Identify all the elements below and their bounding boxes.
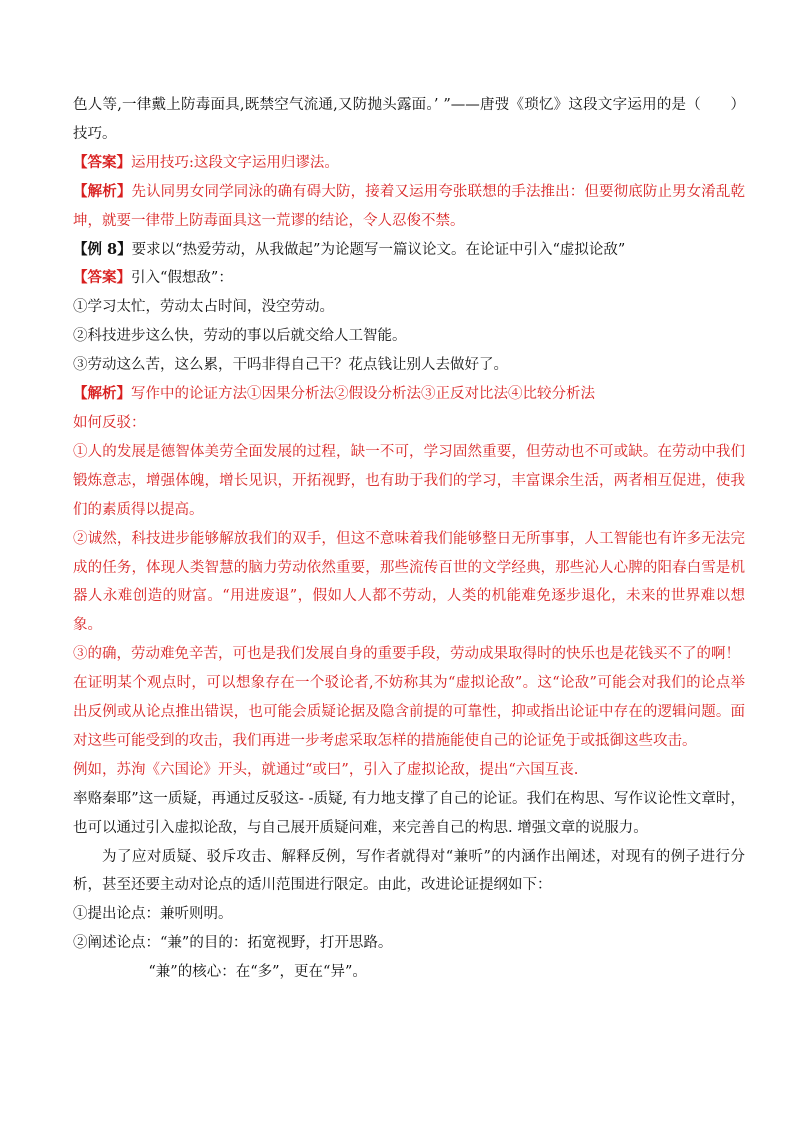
example-tag: 【例 8】 <box>73 240 132 258</box>
example-8 <box>73 236 745 265</box>
outline-item-2: ②阐述论点：“兼”的目的：拓宽视野，打开思路。 <box>73 935 393 952</box>
answer-text: 引入“假想敌”： <box>131 270 233 287</box>
answer-tag: 【答案】 <box>73 153 131 171</box>
refute-title: 如何反驳： <box>73 414 146 431</box>
analysis-tag: 【解析】 <box>73 385 131 403</box>
analysis-tag: 【解析】 <box>73 182 132 200</box>
point-2: ②科技进步这么快，劳动的事以后就交给人工智能。 <box>73 328 407 345</box>
document-body <box>73 91 745 987</box>
example-text: 要求以“热爱劳动，从我做起”为论题写一篇议论文。在论证中引入“虚拟论敌” <box>131 241 626 258</box>
answer-7 <box>73 149 745 178</box>
refute-2: ②诚然，科技进步能够解放我们的双手，但这不意味着我们能够整日无所事事，人工智能也有许多无法完成的任务，体现人类智慧的脑力劳动依然重要，那些流传百世的文学经典，那些沁人心脾的阳春白雪是机器人永难创造的财富。“用进废退”，假如人人都不劳动，人类的机能难免逐步退化，未来的世界难以想象。 <box>73 530 745 634</box>
answer-tag: 【答案】 <box>73 269 131 287</box>
improvement-paragraph: 为了应对质疑、驳斥攻击、解释反例，写作者就得对“兼听”的内涵作出阐述，对现有的例子进行分析，甚至还要主动对论点的适川范围进行限定。由此，改进论证提纲如下： <box>73 848 745 894</box>
answer-text: 运用技巧:这段文字运用归谬法。 <box>131 154 339 171</box>
analysis-8 <box>73 380 745 409</box>
analysis-text: 写作中的论证方法①因果分析法②假设分析法③正反对比法④比较分析法 <box>131 386 595 403</box>
quote-text: 色人等,一律戴上防毒面具,既禁空气流通,又防抛头露面。’ ”——唐弢《琐忆》这段文字运用的是（ ）技巧。 <box>73 97 745 142</box>
analysis-7 <box>73 178 745 236</box>
answer-8 <box>73 264 745 293</box>
outline-item-1: ①提出论点：兼听则明。 <box>73 906 233 923</box>
point-3: ③劳动这么苦，这么累，干吗非得自己干？花点钱让别人去做好了。 <box>73 357 508 374</box>
example-liuguolun-continued: 率赂秦耶”这一质疑，再通过反驳这- -质疑, 有力地支撑了自己的论证。我们在构思、写作议论性文章时，也可以通过引入虚拟论敌，与自己展开质疑问难，来完善自己的构思. 增强文章的说服力。 <box>73 790 745 836</box>
example-liuguolun: 例如，苏洵《六国论》开头，就通过“或曰”，引入了虚拟论敌，提出“六国互丧. <box>73 761 579 778</box>
quote-paragraph <box>73 91 745 149</box>
refute-3: ③的确，劳动难免辛苦，可也是我们发展自身的重要手段，劳动成果取得时的快乐也是花钱买不了的啊！ <box>73 646 740 663</box>
refute-1: ①人的发展是德智体美劳全面发展的过程，缺一不可，学习固然重要，但劳动也不可或缺。在劳动中我们锻炼意志，增强体魄，增长见识，开拓视野，也有助于我们的学习，丰富课余生活，两者相互促进，使我们的素质得以提高。 <box>73 443 745 518</box>
virtual-opponent-paragraph: 在证明某个观点时，可以想象存在一个驳论者,不妨称其为“虚拟论敌”。这“论敌”可能会对我们的论点举出反例或从论点推出错误，也可能会质疑论据及隐含前提的可靠性，抑或指出论证中存在的逻辑问题。面对这些可能受到的攻击，我们再进一步考虑采取怎样的措施能使自己的论证免于或抵御这些攻击。 <box>73 675 745 749</box>
analysis-text: 先认同男女同学同泳的确有碍大防，接着又运用夸张联想的手法推出：但要彻底防止男女淆乱乾坤，就要一律带上防毒面具这一荒谬的结论，令人忍俊不禁。 <box>73 183 746 229</box>
outline-item-3: “兼”的核心：在“多”，更在“异”。 <box>148 964 367 981</box>
point-1: ①学习太忙，劳动太占时间，没空劳动。 <box>73 299 334 316</box>
